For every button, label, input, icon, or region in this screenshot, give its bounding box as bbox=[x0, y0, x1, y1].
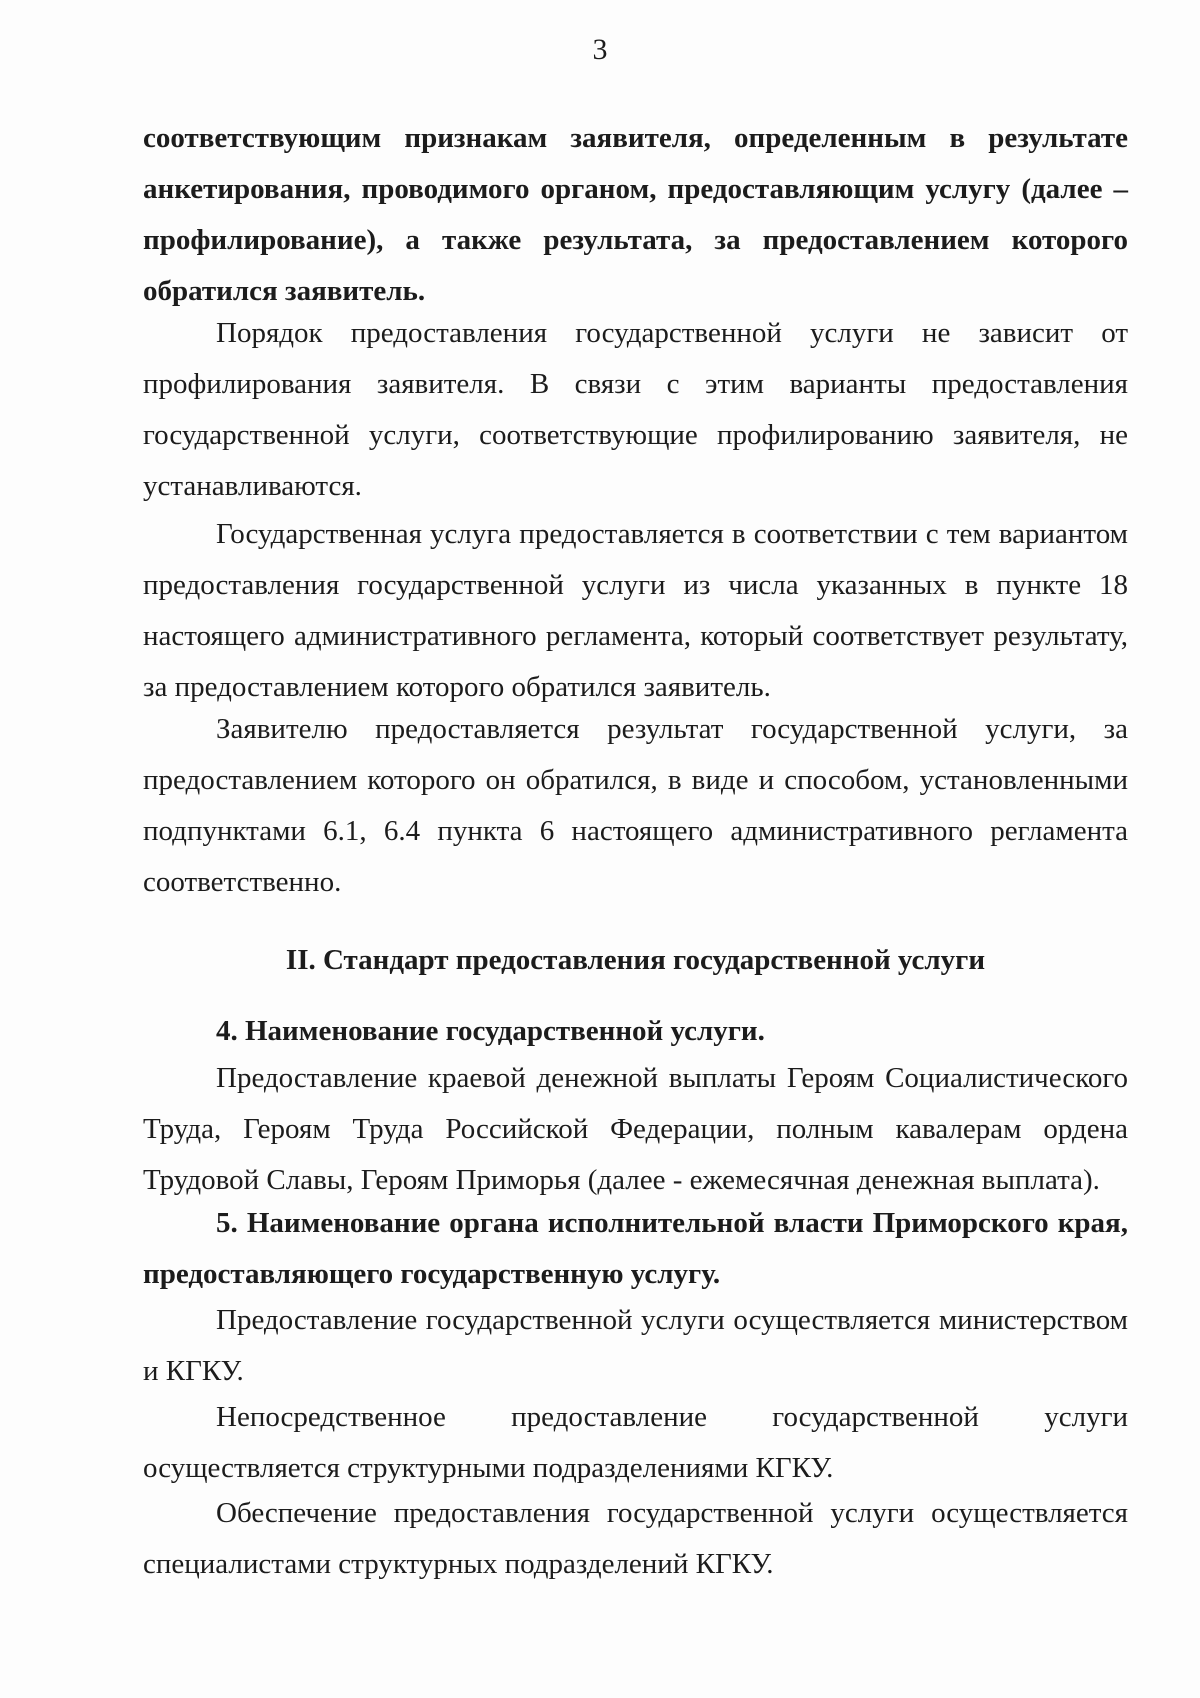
paragraph-ministry-provision: Предоставление государственной услуги осуществляется министерством и КГКУ. bbox=[143, 1304, 1128, 1387]
heading-service-name: 4. Наименование государственной услуги. bbox=[216, 1015, 765, 1047]
paragraph-profiling-continuation: соответствующим признакам заявителя, определенным в результате анкетирования, проводимого органом, предоставляющим услугу (далее – профилирование), а также результата, за предоставлением которого обратился заявитель. bbox=[143, 122, 1128, 307]
section-title: II. Стандарт предоставления государственной услуги bbox=[285, 944, 986, 976]
paragraph-service-variant: Государственная услуга предоставляется в соответствии с тем вариантом предоставления государственной услуги из числа указанных в пункте 18 настоящего административного регламента, который соответствует результату, за предоставлением которого обратился заявитель. bbox=[143, 518, 1128, 703]
paragraph-service-name: Предоставление краевой денежной выплаты Героям Социалистического Труда, Героям Труда Российской Федерации, полным кавалерам ордена Трудовой Славы, Героям Приморья (далее - ежемесячная денежная выплата). bbox=[143, 1062, 1128, 1196]
paragraph-result-provision: Заявителю предоставляется результат государственной услуги, за предоставлением которого он обратился, в виде и способом, установленными подпунктами 6.1, 6.4 пункта 6 настоящего административного регламента соответственно. bbox=[143, 713, 1128, 898]
heading-executive-authority: 5. Наименование органа исполнительной власти Приморского края, предоставляющего государственную услугу. bbox=[143, 1207, 1128, 1290]
paragraph-direct-provision: Непосредственное предоставление государственной услуги осуществляется структурными подразделениями КГКУ. bbox=[143, 1401, 1128, 1484]
paragraph-provision-support: Обеспечение предоставления государственной услуги осуществляется специалистами структурных подразделений КГКУ. bbox=[143, 1497, 1128, 1580]
paragraph-procedure-independence: Порядок предоставления государственной услуги не зависит от профилирования заявителя. В связи с этим варианты предоставления государственной услуги, соответствующие профилированию заявителя, не устанавливаются. bbox=[143, 317, 1128, 502]
page-number: 3 bbox=[592, 33, 608, 66]
